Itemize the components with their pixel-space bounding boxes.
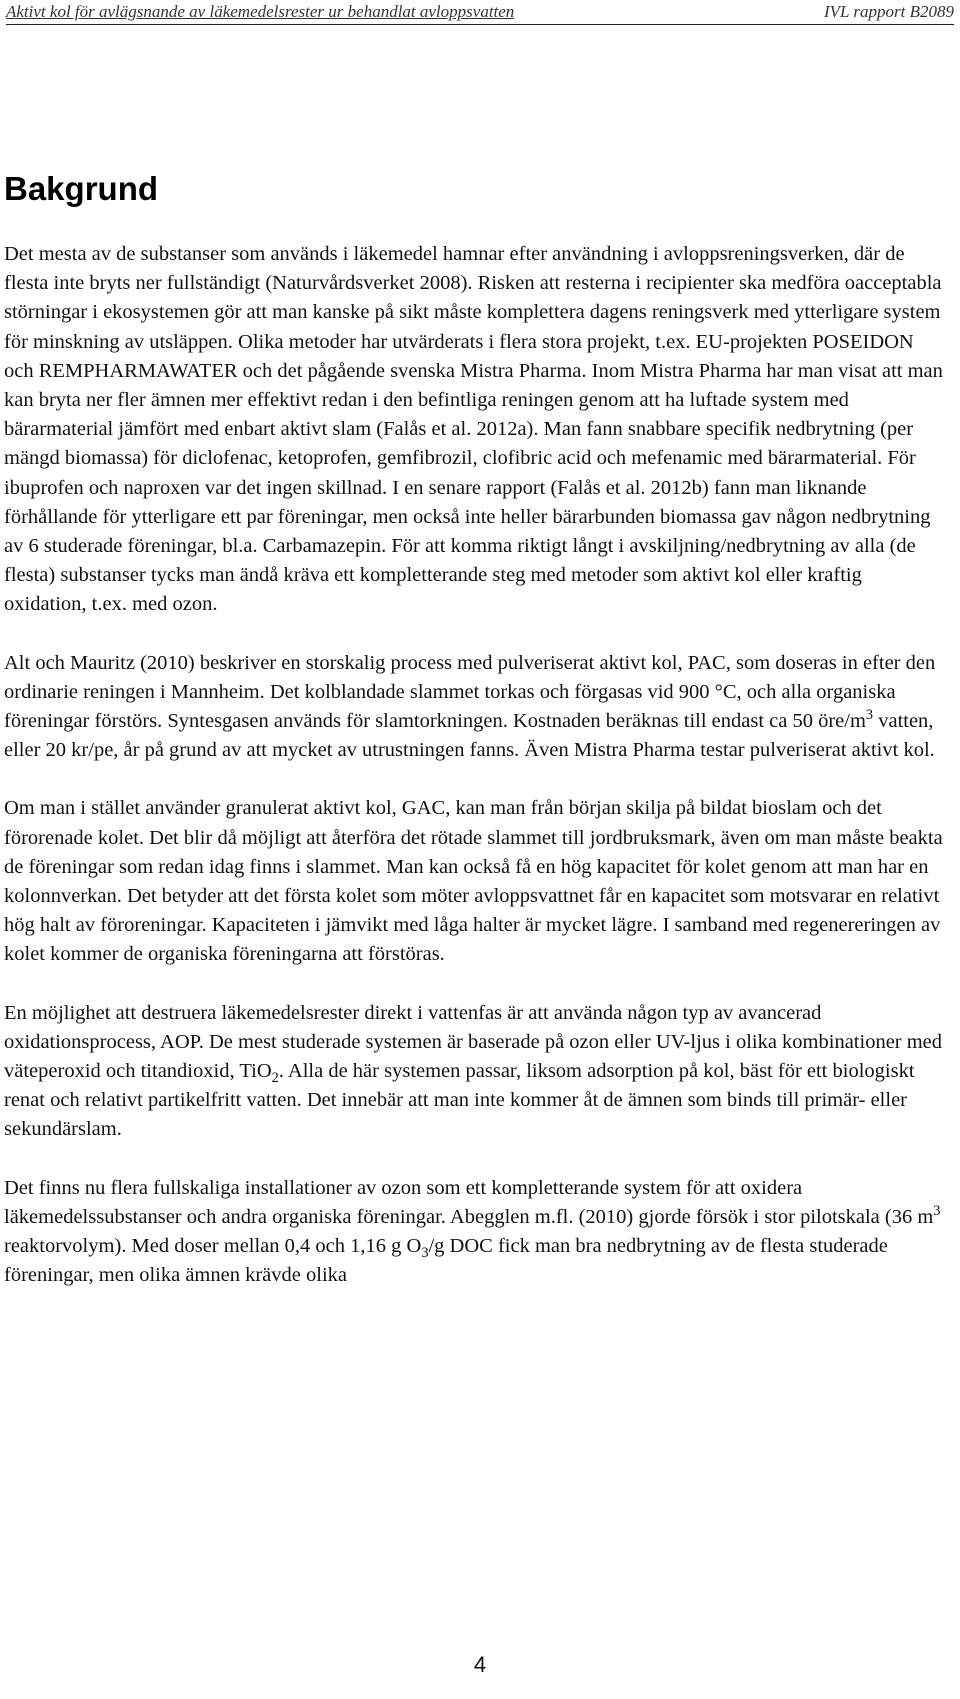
page-number: 4 — [473, 1652, 487, 1677]
paragraph-2-text-b: vatten, eller 20 kr/pe, år på grund av att mycket av utrustningen fanns. Även Mistra Pharma testar pulveriserat aktivt kol. — [4, 710, 935, 762]
paragraph-5-text-c: /g DOC fick man bra nedbrytning av de flesta studerade föreningar, men olika ämnen krävde olika — [4, 1235, 888, 1287]
paragraph-2-text-a: Alt och Mauritz (2010) beskriver en storskalig process med pulveriserat aktivt kol, PAC, som doseras in efter den ordinarie reningen i Mannheim. Det kolblandade slammet torkas och förgasas vid 900 °C, och alla organiska föreningar förstörs. Syntesgasen används för slamtorkningen. Kostnaden beräknas till endast ca 50 öre/m — [4, 651, 936, 733]
body-text — [4, 240, 948, 1320]
subscript-three: 3 — [421, 1245, 429, 1262]
paragraph-4 — [4, 999, 948, 1145]
running-header — [6, 0, 954, 25]
superscript-cubic: 3 — [865, 707, 874, 724]
header-report-number: IVL rapport B2089 — [823, 2, 954, 21]
subscript-two: 2 — [271, 1070, 279, 1087]
paragraph-4-text-a: En möjlighet att destruera läkemedelsrester direkt i vattenfas är att använda någon typ av avancerad oxidationsprocess, AOP. De mest studerade systemen är baserade på ozon eller UV-ljus i olika kombinationer med väteperoxid och titandioxid, TiO — [4, 1001, 943, 1083]
paragraph-5-text-b: reaktorvolym). Med doser mellan 0,4 och 1,16 g O — [4, 1235, 422, 1258]
paragraph-3: Om man i stället använder granulerat aktivt kol, GAC, kan man från början skilja på bildat bioslam och det förorenade kolet. Det blir då möjligt att återföra det rötade slammet till jordbruksmark, även om man måste beakta de föreningar som redan idag finns i slammet. Man kan också få en hög kapacitet för kolet genom att man har en kolonnverkan. Det betyder att det första kolet som möter avloppsvattnet får en kapacitet som motsvarar en relativt hög halt av föroreningar. Kapaciteten i jämvikt med låga halter är mycket lägre. I samband med regenereringen av kolet kommer de organiska föreningarna att förstöras. — [4, 797, 943, 966]
header-report-title: Aktivt kol för avlägsnande av läkemedelsrester ur behandlat avloppsvatten — [6, 2, 515, 21]
paragraph-2 — [4, 649, 948, 766]
paragraph-4-text-b: . Alla de här systemen passar, liksom adsorption på kol, bäst för ett biologiskt renat och relativt partikelfritt vatten. Det innebär att man inte kommer åt de ämnen som binds till primär- eller sekundärslam. — [4, 1060, 915, 1141]
paragraph-5-text-a: Det finns nu flera fullskaliga installationer av ozon som ett kompletterande system för att oxidera läkemedelssubstanser och andra organiska föreningar. Abegglen m.fl. (2010) gjorde försök i stor pilotskala (36 m — [4, 1176, 934, 1228]
superscript-cubic: 3 — [933, 1203, 941, 1220]
paragraph-5 — [4, 1174, 948, 1291]
section-heading: Bakgrund — [4, 170, 159, 207]
paragraph-1: Det mesta av de substanser som används i läkemedel hamnar efter användning i avloppsreningsverken, där de flesta inte bryts ner fullständigt (Naturvårdsverket 2008). Risken att resterna i recipienter ska medföra oacceptabla störningar i ekosystemen gör att man kanske på sikt måste komplettera dagens reningsverk med ytterligare system för minskning av utsläppen. Olika metoder har utvärderats i flera stora projekt, t.ex. EU-projekten POSEIDON och REMPHARMAWATER och det pågående svenska Mistra Pharma. Inom Mistra Pharma har man visat att man kan bryta ner fler ämnen mer effektivt redan i den befintliga reningen genom att ha luftade system med bärarmaterial jämfört med enbart aktivt slam (Falås et al. 2012a). Man fann snabbare specifik nedbrytning (per mängd biomassa) för diclofenac, ketoprofen, gemfibrozil, clofibric acid och mefenamic med bärarmaterial. För ibuprofen och naproxen var det ingen skillnad. I en senare rapport (Falås et al. 2012b) fann man liknande förhållande för ytterligare ett par föreningar, men också inte heller bärarbunden biomassa gav någon nedbrytning av 6 studerade föreningar, bl.a. Carbamazepin. För att komma riktigt långt i avskiljning/nedbrytning av alla (de flesta) substanser tycks man ändå kräva ett kompletterande steg med metoder som aktivt kol eller kraftig oxidation, t.ex. med ozon. — [4, 243, 943, 616]
